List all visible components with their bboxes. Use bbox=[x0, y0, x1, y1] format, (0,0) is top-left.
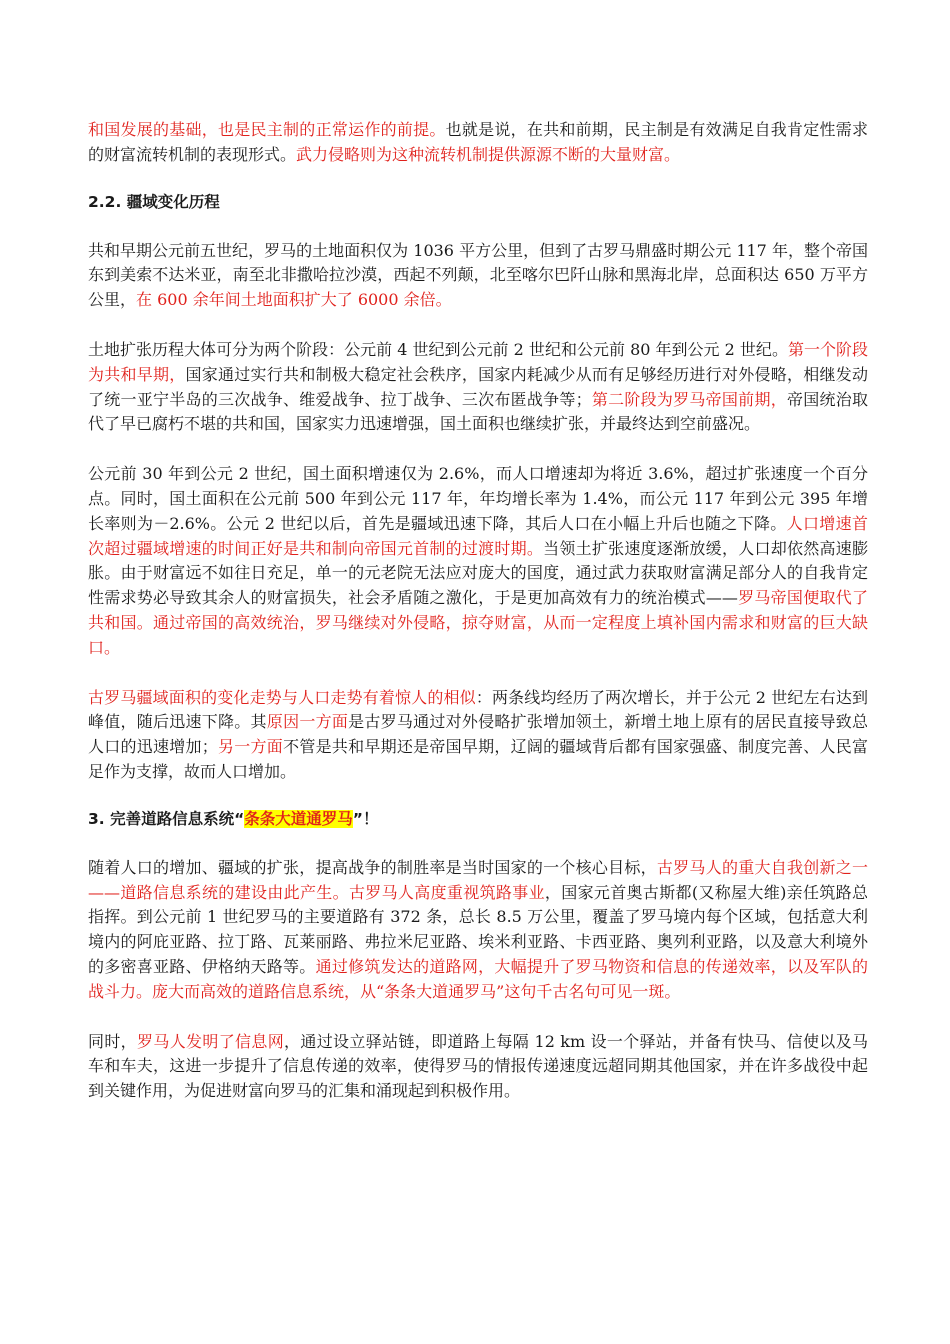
body-text: 土地扩张历程大体可分为两个阶段：公元前 4 世纪到公元前 2 世纪和公元前 80 年到公元 2 世纪。 bbox=[88, 339, 788, 359]
body-text: 共和早期公元前五世纪，罗马的土地面积仅为 1036 平方公里，但到了古罗马鼎盛时期公元 117 年，整个帝国东到美索不达米亚，南至北非撒哈拉沙漠，西起不列颠，北至喀尔巴阡山脉和黑海北岸，总面积达 650 万平方公里， bbox=[88, 240, 868, 310]
body-text: 是古罗马通过对外侵略扩张增加领土，新增土地上原有的居民直接导致总人口的迅速增加； bbox=[88, 712, 868, 757]
paragraph-road-system bbox=[88, 856, 868, 1005]
highlighted-text: 第一个阶段为共和早期， bbox=[88, 339, 868, 384]
body-text: 也就是说，在共和前期，民主制是有效满足自我肯定性需求的财富流转机制的表现形式。 bbox=[88, 120, 868, 164]
highlighted-text: 和国发展的基础，也是民主制的正常运作的前提。 bbox=[88, 120, 446, 139]
highlighted-text: 原因一方面 bbox=[266, 712, 349, 732]
paragraph-territory-population bbox=[88, 686, 868, 785]
highlighted-text: 古罗马人的重大自我创新之一——道路信息系统的建设由此产生。古罗马人高度重视筑路事业 bbox=[88, 857, 868, 902]
section-heading-roads bbox=[88, 807, 868, 831]
body-text: 当领土扩张速度逐渐放缓，人口却依然高速膨胀。由于财富远不如往日充足，单一的元老院无法应对庞大的国度，通过武力获取财富满足部分人的自我肯定性需求势必导致其余人的财富损失，社会矛盾随之激化，于是更加高效有力的统治模式—— bbox=[88, 538, 868, 608]
paragraph-growth-rates bbox=[88, 462, 868, 660]
paragraph-expansion-stages bbox=[88, 338, 868, 437]
highlighted-text: 古罗马疆域面积的变化走势与人口走势有着惊人的相似 bbox=[88, 687, 476, 707]
paragraph-information-network bbox=[88, 1030, 868, 1104]
body-text: 公元前 30 年到公元 2 世纪，国土面积增速仅为 2.6%，而人口增速却为将近 3.6%，超过扩张速度一个百分点。同时，国土面积在公元前 500 年到公元 117 年，年均增长率为 1.4%，而公元 117 年到公元 395 年增长率则为－2.6%。公元 2 世纪以后，首先是疆域迅速下降，其后人口在小幅上升后也随之下降。 bbox=[88, 464, 868, 533]
body-text: 同时， bbox=[88, 1031, 138, 1051]
heading-roads-prefix: 3. 完善道路信息系统“ bbox=[88, 809, 245, 828]
highlighted-text: 人口增速首次超过疆域增速的时间正好是共和制向帝国元首制的过渡时期。 bbox=[88, 513, 868, 558]
body-text: 国家通过实行共和制极大稳定社会秩序，国家内耗减少从而有足够经历进行对外侵略，相继发动了统一亚宁半岛的三次战争、维爱战争、拉丁战争、三次布匿战争等； bbox=[88, 364, 868, 409]
body-text: ：两条线均经历了两次增长，并于公元 2 世纪左右达到峰值，随后迅速下降。其 bbox=[88, 687, 868, 732]
highlighted-text: 第二阶段为罗马帝国前期， bbox=[591, 389, 787, 409]
body-text: ，国家元首奥古斯都(又称屋大维)亲任筑路总指挥。到公元前 1 世纪罗马的主要道路有 372 条，总长 8.5 万公里，覆盖了罗马境内每个区域，包括意大利境内的阿庇亚路、拉丁路、瓦莱丽路、弗拉米尼亚路、埃米利亚路、卡西亚路、奥列利亚路，以及意大利境外的多密喜亚路、伊格纳天路等。 bbox=[88, 882, 868, 976]
paragraph-land-area bbox=[88, 239, 868, 313]
body-text: 不管是共和早期还是帝国早期，辽阔的疆域背后都有国家强盛、制度完善、人民富足作为支撑，故而人口增加。 bbox=[88, 737, 868, 781]
highlighted-text: 另一方面 bbox=[217, 737, 284, 757]
body-text: ，通过设立驿站链，即道路上每隔 12 km 设一个驿站，并备有快马、信使以及马车和车夫，这进一步提升了信息传递的效率，使得罗马的情报传递速度远超同期其他国家，并在许多战役中起到关键作用，为促进财富向罗马的汇集和涌现起到积极作用。 bbox=[88, 1031, 868, 1101]
highlighted-text: 在 600 余年间土地面积扩大了 6000 余倍。 bbox=[136, 290, 452, 310]
paragraph-democracy bbox=[88, 118, 868, 168]
heading-roads-highlight: 条条大道通罗马 bbox=[244, 809, 353, 828]
body-text: 随着人口的增加、疆域的扩张，提高战争的制胜率是当时国家的一个核心目标， bbox=[88, 857, 657, 877]
section-heading-territory: 2.2. 疆域变化历程 bbox=[88, 192, 220, 211]
highlighted-text: 罗马人发明了信息网 bbox=[137, 1031, 285, 1051]
document-page bbox=[88, 118, 868, 1104]
highlighted-text: 武力侵略则为这种流转机制提供源源不断的大量财富。 bbox=[296, 144, 681, 164]
body-text: 帝国统治取代了早已腐朽不堪的共和国，国家实力迅速增强，国土面积也继续扩张，并最终达到空前盛况。 bbox=[88, 389, 868, 434]
heading-roads-suffix: ”！ bbox=[352, 809, 379, 828]
highlighted-text: 通过修筑发达的道路网，大幅提升了罗马物资和信息的传递效率，以及军队的战斗力。庞大而高效的道路信息系统，从“条条大道通罗马”这句千古名句可见一斑。 bbox=[88, 956, 868, 1001]
highlighted-text: 罗马帝国便取代了共和国。通过帝国的高效统治，罗马继续对外侵略，掠夺财富，从而一定程度上填补国内需求和财富的巨大缺口。 bbox=[88, 588, 868, 657]
